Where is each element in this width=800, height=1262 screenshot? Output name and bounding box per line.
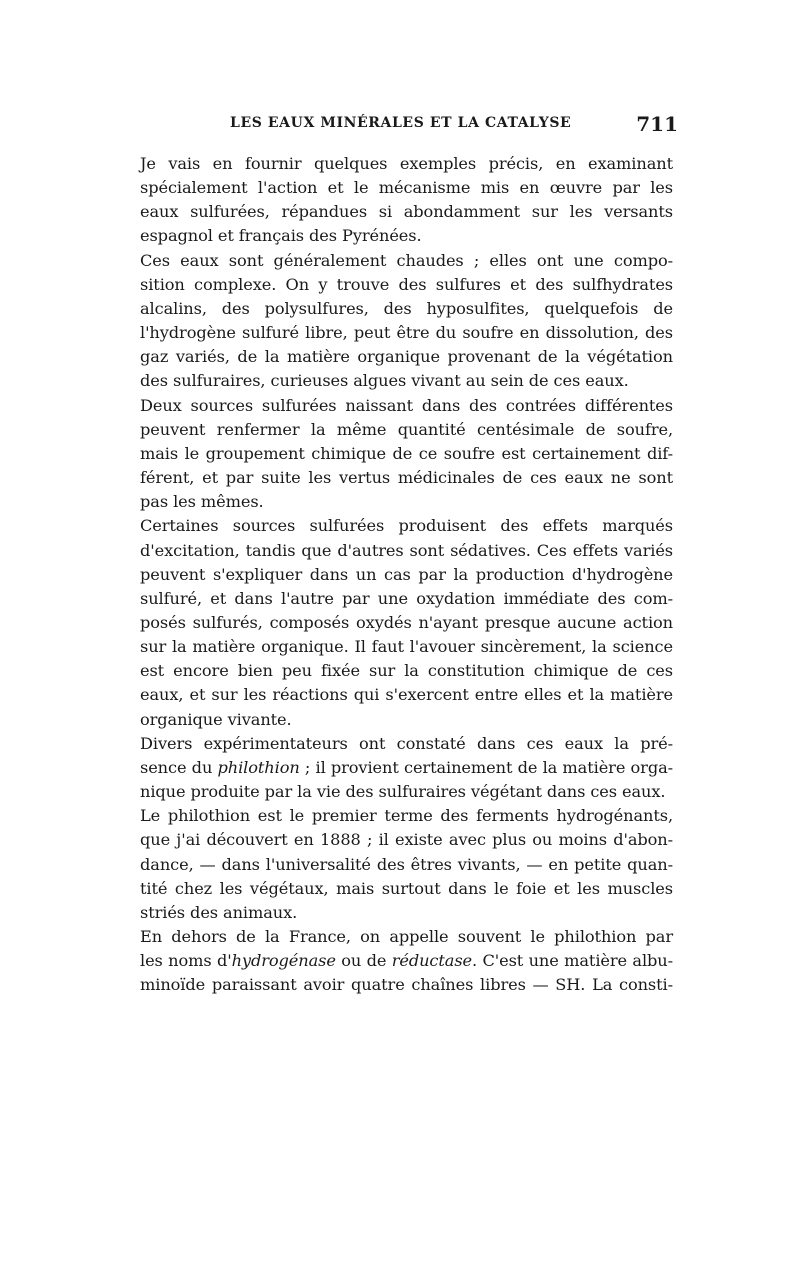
text-line: eaux, et sur les réactions qui s'exercent entre elles et la matière bbox=[140, 685, 673, 705]
text-line: mais le groupement chimique de ce soufre est certainement dif- bbox=[140, 443, 673, 463]
paragraph-1 bbox=[121, 152, 673, 249]
text-line: que j'ai découvert en 1888 ; il existe avec plus ou moins d'abon- bbox=[140, 830, 673, 850]
running-title: LES EAUX MINÉRALES ET LA CATALYSE bbox=[230, 115, 572, 131]
text-fragment: sence du bbox=[140, 757, 218, 777]
text-line: alcalins, des polysulfures, des hyposulfites, quelquefois de bbox=[140, 298, 673, 318]
text-line: gaz variés, de la matière organique provenant de la végétation bbox=[140, 347, 673, 367]
text-line: sulfuré, et dans l'autre par une oxydation immédiate des com- bbox=[140, 588, 673, 608]
page-number: 711 bbox=[636, 112, 678, 136]
text-line: des sulfuraires, curieuses algues vivant au sein de ces eaux. bbox=[140, 371, 629, 391]
text-line: Certaines sources sulfurées produisent des effets marqués bbox=[140, 516, 673, 536]
text-line: minoïde paraissant avoir quatre chaînes libres — SH. La consti- bbox=[140, 975, 673, 995]
text-line: nique produite par la vie des sulfuraires végétant dans ces eaux. bbox=[140, 782, 666, 802]
paragraph-3 bbox=[121, 394, 673, 515]
text-line: peuvent s'expliquer dans un cas par la production d'hydrogène bbox=[140, 564, 673, 584]
text-fragment: . C'est une matière albu- bbox=[472, 951, 673, 971]
text-line: l'hydrogène sulfuré libre, peut être du soufre en dissolution, des bbox=[140, 323, 673, 343]
paragraph-6 bbox=[121, 804, 673, 925]
text-line: est encore bien peu fixée sur la constitution chimique de ces bbox=[140, 661, 673, 681]
text-fragment: les noms d' bbox=[140, 951, 232, 971]
text-line: sition complexe. On y trouve des sulfures et des sulfhydrates bbox=[140, 274, 673, 294]
italic-term-hydrogenase: hydrogénase bbox=[231, 951, 336, 971]
paragraph-7 bbox=[121, 925, 673, 997]
text-line: Je vais en fournir quelques exemples précis, en examinant bbox=[140, 154, 673, 173]
text-line: espagnol et français des Pyrénées. bbox=[140, 226, 422, 246]
text-line: peuvent renfermer la même quantité centésimale de soufre, bbox=[140, 419, 673, 439]
text-line: férent, et par suite les vertus médicinales de ces eaux ne sont bbox=[140, 468, 673, 488]
italic-term-philothion: philothion bbox=[217, 757, 300, 777]
text-line: spécialement l'action et le mécanisme mis en œuvre par les bbox=[140, 178, 673, 198]
paragraph-2 bbox=[121, 249, 673, 394]
text-line: Le philothion est le premier terme des ferments hydrogénants, bbox=[140, 806, 673, 826]
text-line: organique vivante. bbox=[140, 709, 292, 729]
italic-term-reductase: réductase bbox=[391, 951, 473, 971]
body-text bbox=[121, 152, 673, 997]
text-line: Deux sources sulfurées naissant dans des contrées différentes bbox=[140, 395, 673, 415]
text-line: striés des animaux. bbox=[140, 902, 298, 922]
paragraph-4 bbox=[121, 514, 673, 731]
text-line: Divers expérimentateurs ont constaté dans ces eaux la pré- bbox=[140, 733, 673, 753]
paragraph-5 bbox=[121, 732, 673, 804]
running-head bbox=[120, 112, 680, 141]
text-line: pas les mêmes. bbox=[140, 492, 264, 512]
text-line: posés sulfurés, composés oxydés n'ayant presque aucune action bbox=[140, 612, 673, 632]
text-line bbox=[121, 756, 673, 780]
text-line: eaux sulfurées, répandues si abondamment sur les versants bbox=[140, 202, 673, 222]
text-line bbox=[121, 949, 673, 973]
text-fragment: ; il provient certainement de la matière orga- bbox=[299, 757, 673, 777]
text-line: tité chez les végétaux, mais surtout dans le foie et les muscles bbox=[140, 878, 673, 898]
text-line: En dehors de la France, on appelle souvent le philothion par bbox=[140, 927, 673, 946]
text-line: d'excitation, tandis que d'autres sont sédatives. Ces effets variés bbox=[140, 540, 673, 560]
text-line: sur la matière organique. Il faut l'avouer sincèrement, la science bbox=[140, 637, 673, 657]
text-fragment: ou de bbox=[335, 951, 392, 971]
text-line: dance, — dans l'universalité des êtres vivants, — en petite quan- bbox=[140, 854, 673, 874]
text-line: Ces eaux sont généralement chaudes ; elles ont une compo- bbox=[140, 250, 673, 270]
